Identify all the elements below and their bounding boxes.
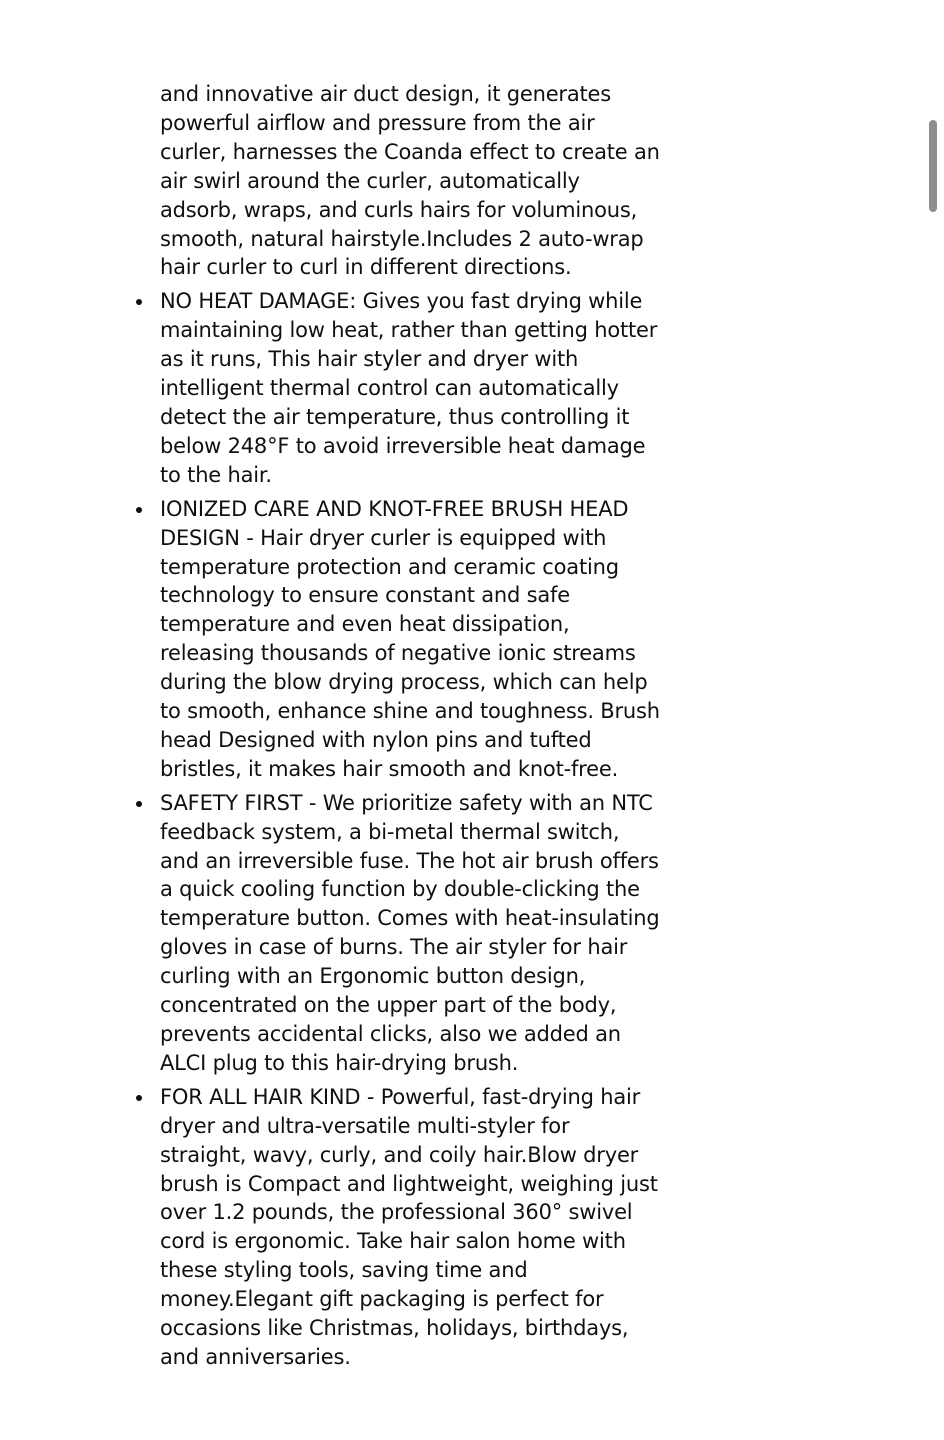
bullet-dot-icon: [136, 801, 142, 807]
description-lead-paragraph: and innovative air duct design, it generates powerful airflow and pressure from the air curler, harnesses the Coanda effect to create an air swirl around the curler, automatically adsorb, wraps, and curls hairs for voluminous, smooth, natural hairstyle.Includes 2 auto-wrap hair curler to curl in different directions.: [160, 82, 660, 280]
bullet-dot-icon: [136, 1095, 142, 1101]
bullet-text: NO HEAT DAMAGE: Gives you fast drying while maintaining low heat, rather than getting hotter as it runs, This hair styler and dryer with intelligent thermal control can automatically detect the air temperature, thus controlling it below 248°F to avoid irreversible heat damage to the hair.: [160, 289, 658, 487]
bullet-item-all-hair-kind: [160, 1083, 660, 1372]
bullet-dot-icon: [136, 299, 142, 305]
bullet-text: IONIZED CARE AND KNOT-FREE BRUSH HEAD DESIGN - Hair dryer curler is equipped with temperature protection and ceramic coating technology to ensure constant and safe temperature and even heat dissipation, releasing thousands of negative ionic streams during the blow drying process, which can help to smooth, enhance shine and toughness. Brush head Designed with nylon pins and tufted bristles, it makes hair smooth and knot-free.: [160, 496, 660, 781]
bullet-item-ionized-care: [160, 495, 660, 784]
bullet-dot-icon: [136, 507, 142, 513]
bullet-text: SAFETY FIRST - We prioritize safety with an NTC feedback system, a bi-metal thermal switch, and an irreversible fuse. The hot air brush offers a quick cooling function by double-clicking the temperature button. Comes with heat-insulating gloves in case of burns. The air styler for hair curling with an Ergonomic button design, concentrated on the upper part of the body, prevents accidental clicks, also we added an ALCI plug to this hair-drying brush.: [160, 790, 660, 1075]
bullet-text: FOR ALL HAIR KIND - Powerful, fast-drying hair dryer and ultra-versatile multi-styler for straight, wavy, curly, and coily hair.Blow dryer brush is Compact and lightweight, weighing just over 1.2 pounds, the professional 360° swivel cord is ergonomic. Take hair salon home with these styling tools, saving time and money.Elegant gift packaging is perfect for occasions like Christmas, holidays, birthdays, and anniversaries.: [160, 1084, 658, 1369]
feature-description: [0, 80, 944, 1377]
bullet-item-no-heat-damage: [160, 287, 660, 489]
feature-bullet-list: [0, 287, 944, 1372]
vertical-scrollbar-thumb[interactable]: [929, 120, 937, 212]
bullet-item-safety-first: [160, 789, 660, 1078]
